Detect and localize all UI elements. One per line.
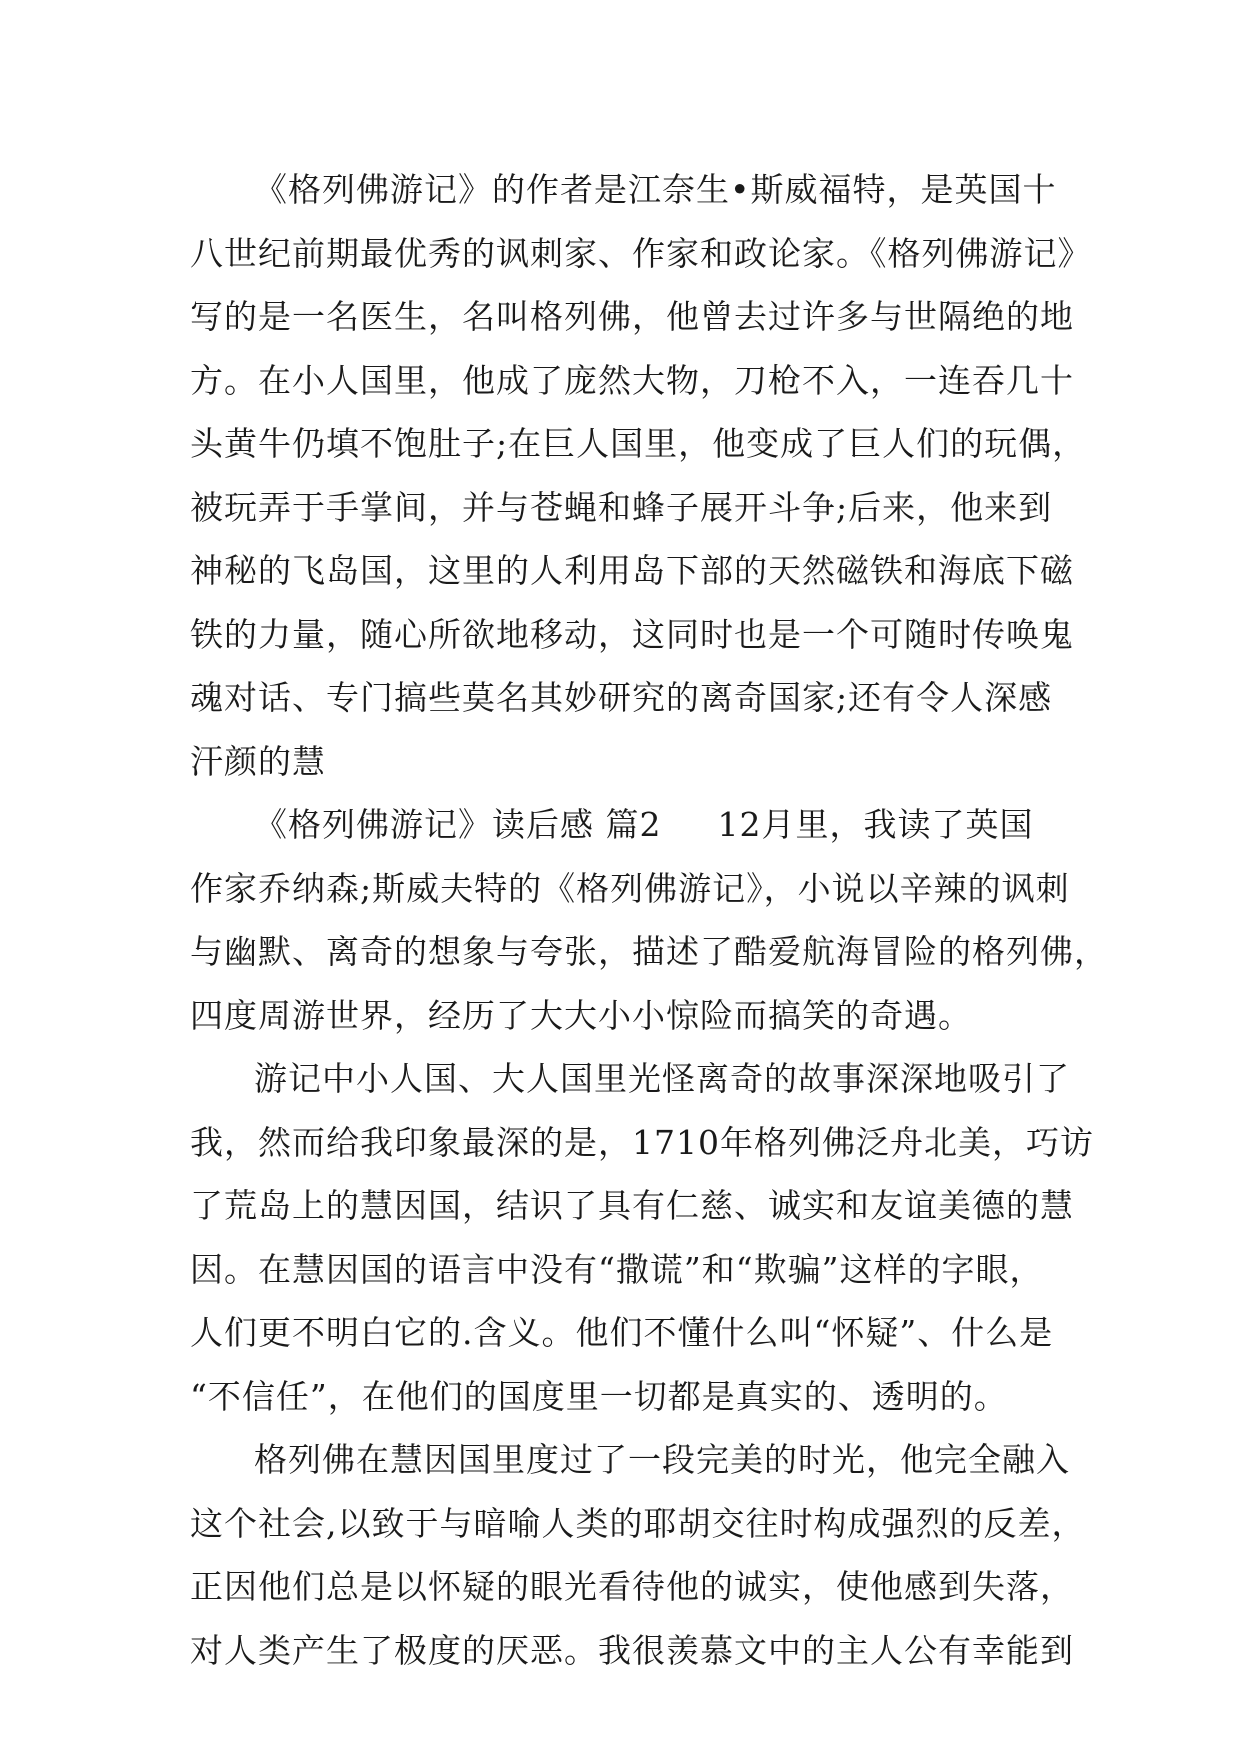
- document-body: [190, 158, 1108, 1682]
- text-line-8: 铁的力量，随心所欲地移动，这同时也是一个可随时传唤鬼: [190, 614, 1074, 654]
- text-line-17: 了荒岛上的慧因国，结识了具有仁慈、诚实和友谊美德的慧: [190, 1186, 1074, 1225]
- section-heading: 《格列佛游记》读后感 篇2: [254, 805, 662, 844]
- text-line-4: 方。在小人国里，他成了庞然大物，刀枪不入，一连吞几十: [190, 360, 1074, 400]
- text-line-6: 被玩弄于手掌间，并与苍蝇和蜂子展开斗争;后来，他来到: [190, 487, 1053, 527]
- text-line-2: 八世纪前期最优秀的讽刺家、作家和政论家。《格列佛游记》: [190, 233, 1092, 273]
- text-line-20: “不信任”，在他们的国度里一切都是真实的、透明的。: [190, 1376, 1008, 1416]
- text-line-14: 四度周游世界，经历了大大小小惊险而搞笑的奇遇。: [190, 995, 972, 1035]
- text-line-21: 格列佛在慧因国里度过了一段完美的时光，他完全融入: [254, 1440, 1070, 1479]
- section-heading-line: [190, 793, 1050, 857]
- text-line-18: 因。在慧因国的语言中没有“撒谎”和“欺骗”这样的字眼，: [190, 1249, 1044, 1289]
- text-line-24: 对人类产生了极度的厌恶。我很羡慕文中的主人公有幸能到: [190, 1630, 1074, 1670]
- section-heading-continuation: 12月里，我读了英国: [717, 805, 1034, 844]
- text-line-23: 正因他们总是以怀疑的眼光看待他的诚实，使他感到失落，: [190, 1567, 1074, 1606]
- text-line-12: 作家乔纳森;斯威夫特的《格列佛游记》，小说以辛辣的讽刺: [190, 868, 1070, 908]
- text-line-3: 写的是一名医生，名叫格列佛，他曾去过许多与世隔绝的地: [190, 297, 1074, 336]
- text-line-13: 与幽默、离奇的想象与夸张，描述了酷爱航海冒险的格列佛，: [190, 932, 1108, 971]
- text-line-7: 神秘的飞岛国，这里的人利用岛下部的天然磁铁和海底下磁: [190, 551, 1074, 590]
- text-line-16: 我，然而给我印象最深的是，1710年格列佛泛舟北美，巧访: [190, 1122, 1094, 1162]
- text-line-9: 魂对话、专门搞些莫名其妙研究的离奇国家;还有令人深感: [190, 678, 1053, 717]
- text-line-15: 游记中小人国、大人国里光怪离奇的故事深深地吸引了: [254, 1059, 1070, 1098]
- text-line-5: 头黄牛仍填不饱肚子;在巨人国里，他变成了巨人们的玩偶，: [190, 424, 1087, 463]
- text-line-1: 《格列佛游记》的作者是江奈生•斯威福特，是英国十: [254, 170, 1057, 209]
- text-line-10: 汗颜的慧: [190, 741, 326, 781]
- text-line-22: 这个社会,以致于与暗喻人类的耶胡交往时构成强烈的反差，: [190, 1503, 1086, 1543]
- text-line-19: 人们更不明白它的.含义。他们不懂什么叫“怀疑”、什么是: [190, 1313, 1054, 1352]
